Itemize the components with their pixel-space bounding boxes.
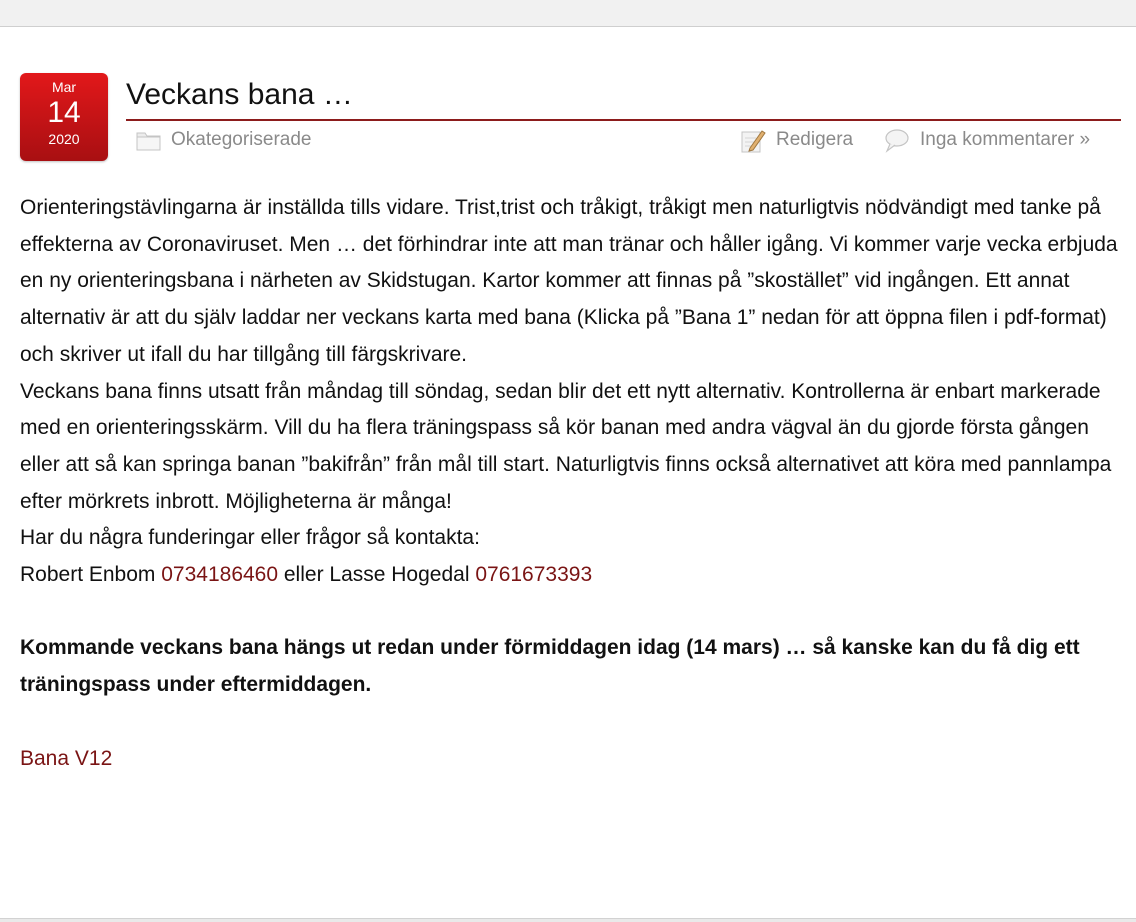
bold-notice-text: Kommande veckans bana hängs ut redan under förmiddagen idag (14 mars) … så kanske kan du få dig ett träningspass under eftermiddagen. (20, 636, 1080, 697)
date-year: 2020 (48, 131, 80, 147)
file-link-row (20, 741, 1125, 778)
edit-link[interactable]: Redigera (776, 129, 854, 150)
date-month: Mar (51, 79, 77, 95)
post-title[interactable]: Veckans bana … (126, 78, 353, 111)
folder-icon (135, 127, 162, 154)
file-link-bana-v12[interactable]: Bana V12 (20, 746, 113, 770)
content-paragraph-1: Orienteringstävlingarna är inställda tills vidare. Trist,trist och tråkigt, tråkigt men naturligtvis nödvändigt med tanke på effekterna av Coronaviruset. Men … det förhindrar inte att man tränar och håller igång. Vi kommer varje vecka erbjuda en ny orienteringsbana i närheten av Skidstugan. Kartor kommer att finnas på ”skostället” vid ingången. Ett annat alternativ är att du själv laddar ner veckans karta med bana (Klicka på ”Bana 1” nedan för att öppna filen i pdf-format) och skriver ut ifall du har tillgång till färgskrivare. (20, 196, 1118, 366)
post-content (20, 190, 1125, 777)
content-paragraph-2: Veckans bana finns utsatt från måndag till söndag, sedan blir det ett nytt alternativ. Kontrollerna är enbart markerade med en orienteringsskärm. Vill du ha flera träningspass så kör banan med andra vägval än du gjorde första gången eller att så kan springa banan ”bakifrån” från mål till start. Naturligtvis finns också alternativet att köra med pannlampa efter mörkrets inbrott. Möjligheterna är många! (20, 379, 1112, 513)
date-badge (20, 73, 108, 161)
contact-joiner: eller Lasse Hogedal (278, 563, 476, 587)
post-comments[interactable] (884, 126, 1090, 154)
post-category (135, 126, 311, 154)
spacer (20, 594, 1125, 631)
post-edit[interactable] (740, 126, 853, 154)
phone-link-robert[interactable]: 0734186460 (161, 563, 279, 587)
bold-notice (20, 630, 1125, 703)
contact-line (20, 557, 1125, 594)
phone-link-lasse[interactable]: 0761673393 (475, 563, 593, 587)
top-header-band (0, 0, 1136, 27)
title-divider (126, 119, 1121, 121)
speech-bubble-icon (884, 127, 911, 154)
pencil-icon (740, 127, 767, 154)
date-day: 14 (47, 96, 81, 129)
contact-name-robert: Robert Enbom (20, 563, 162, 587)
category-link[interactable]: Okategoriserade (171, 129, 312, 150)
contact-intro: Har du några funderingar eller frågor så kontakta: (20, 526, 480, 550)
spacer (20, 704, 1125, 741)
comments-link[interactable]: Inga kommentarer » (920, 129, 1091, 150)
bottom-divider (0, 918, 1136, 922)
